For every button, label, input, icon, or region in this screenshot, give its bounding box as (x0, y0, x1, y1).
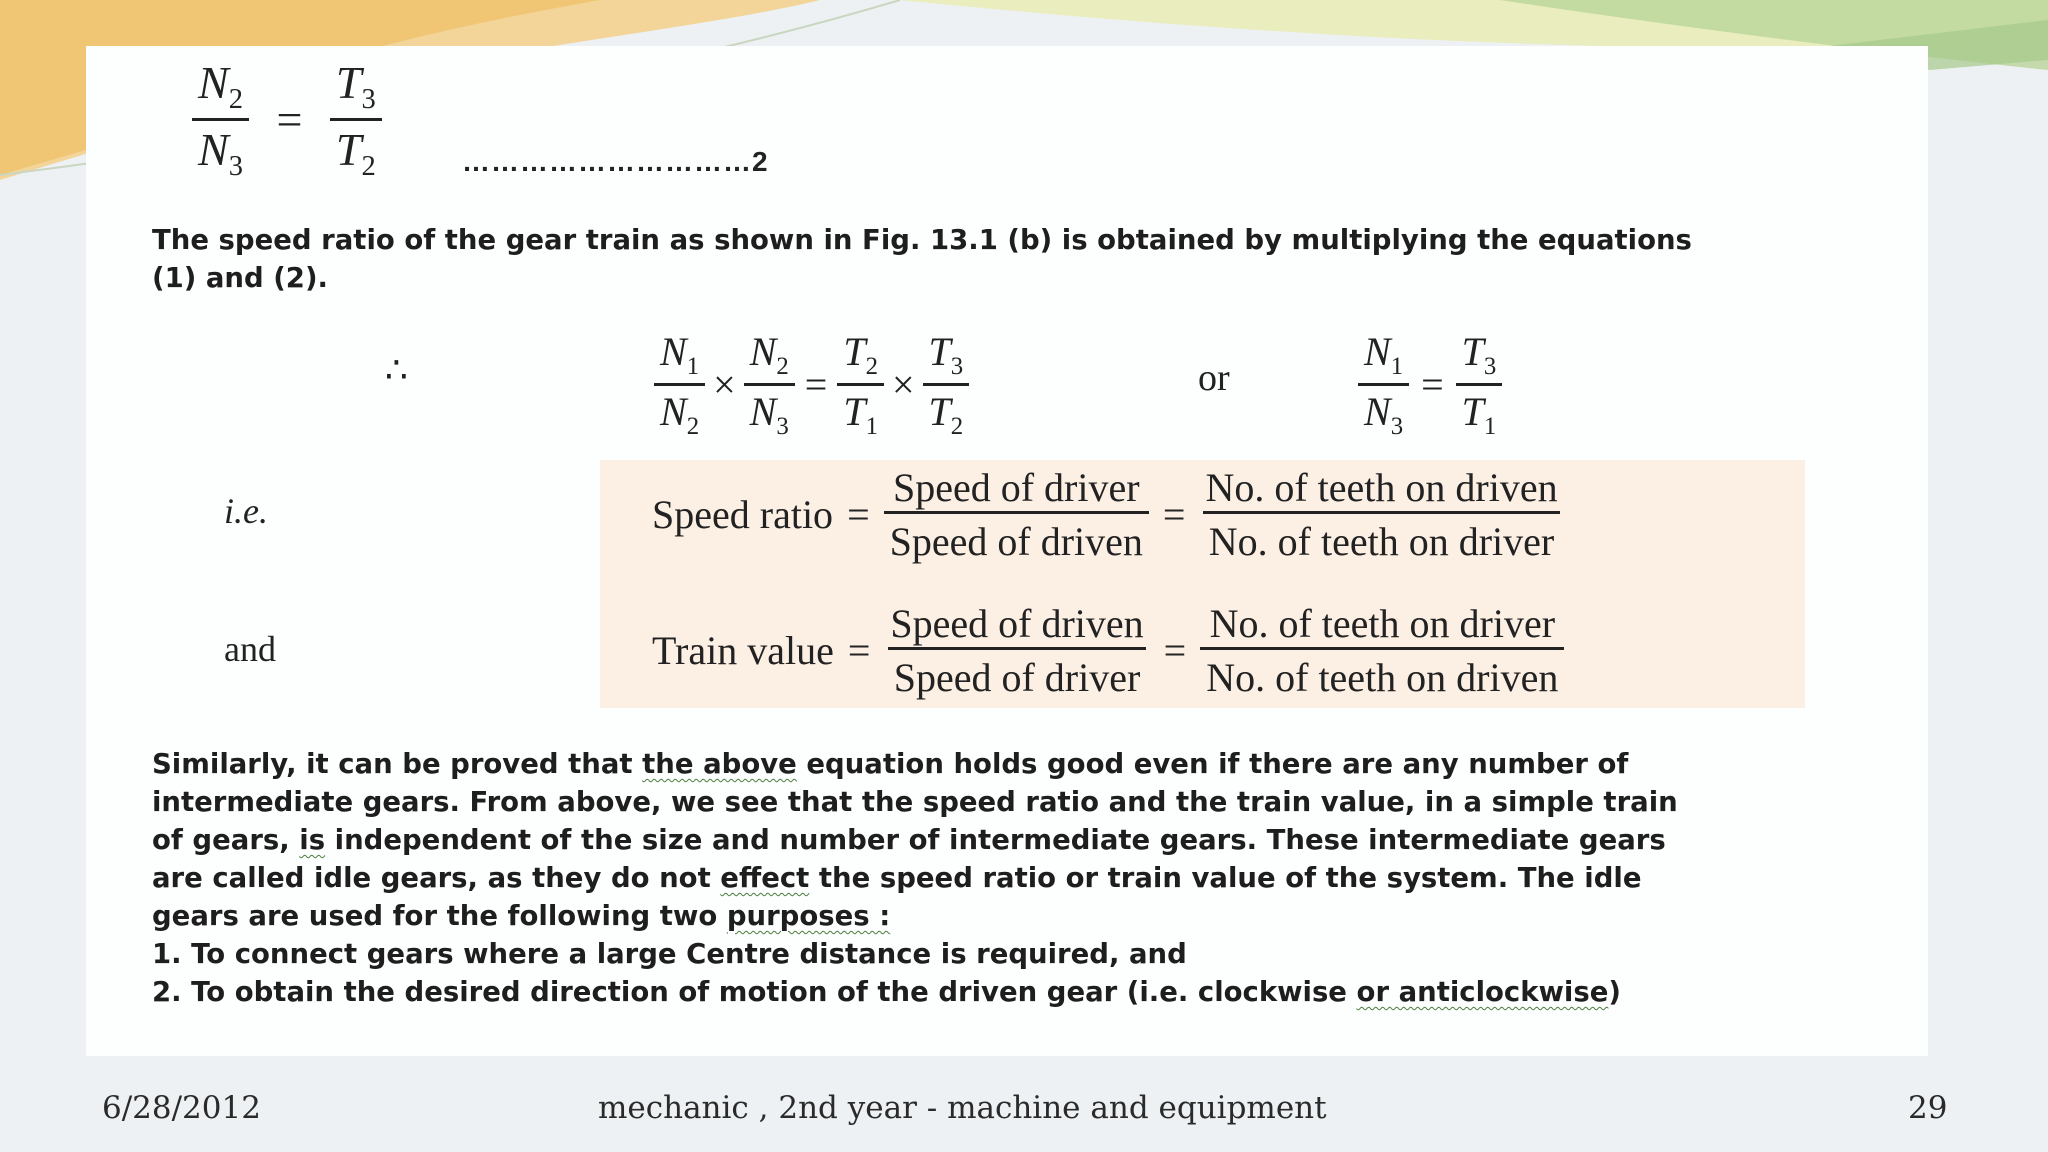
product-equation: $\frac{N_1}{N_2}$ × $\frac{N_2}{N_3}$ = $\frac{T_2}{T_1}$ × $\frac{T_3}{T_2}$ (648, 328, 975, 441)
ie-label: i.e. (224, 491, 268, 531)
train-value-definition: Train value = $\frac{\text{Speed of driven}}{\text{Speed of driver}}$ = $\frac{\text{No. of teeth on driver}}{\text{No. of teeth on driven}}$ (652, 600, 1564, 701)
intro-paragraph: The speed ratio of the gear train as shown in Fig. 13.1 (b) is obtained by multiplying the equations (1) and (2). (152, 224, 1692, 294)
speed-ratio-definition: Speed ratio = $\frac{\text{Speed of driver}}{\text{Speed of driven}}$ = $\frac{\text{No. of teeth on driven}}{\text{No. of teeth on driver}}$ (652, 464, 1564, 565)
slide-number: 29 (1908, 1090, 1948, 1126)
equation-2: $\frac{N_2}{N_3}$ = $\frac{T_3}{T_2}$ (186, 56, 388, 183)
result-equation: $\frac{N_1}{N_3}$ = $\frac{T_3}{T_1}$ (1352, 328, 1508, 441)
and-label: and (224, 629, 276, 669)
therefore-symbol: ∴ (385, 350, 408, 391)
body-paragraph: Similarly, it can be proved that the above equation holds good even if there are any number of intermediate gears. From above, we see that the speed ratio and the train value, in a simple train of gears, is independent of the size and number of intermediate gears. These intermediate gears are called idle gears, as they do not effect the speed ratio or train value of the system. The idle gears are used for the following two purposes : 1. To connect gears where a large Centre distance is required, and 2. To obtain the desired direction of motion of the driven gear (i.e. clockwise or anticlockwise) (152, 748, 1678, 1008)
footer-title: mechanic , 2nd year - machine and equipment (598, 1090, 1327, 1126)
footer-date: 6/28/2012 (102, 1090, 261, 1126)
equation-number-2: …………………………2 (462, 146, 769, 177)
or-connector: or (1198, 357, 1230, 399)
